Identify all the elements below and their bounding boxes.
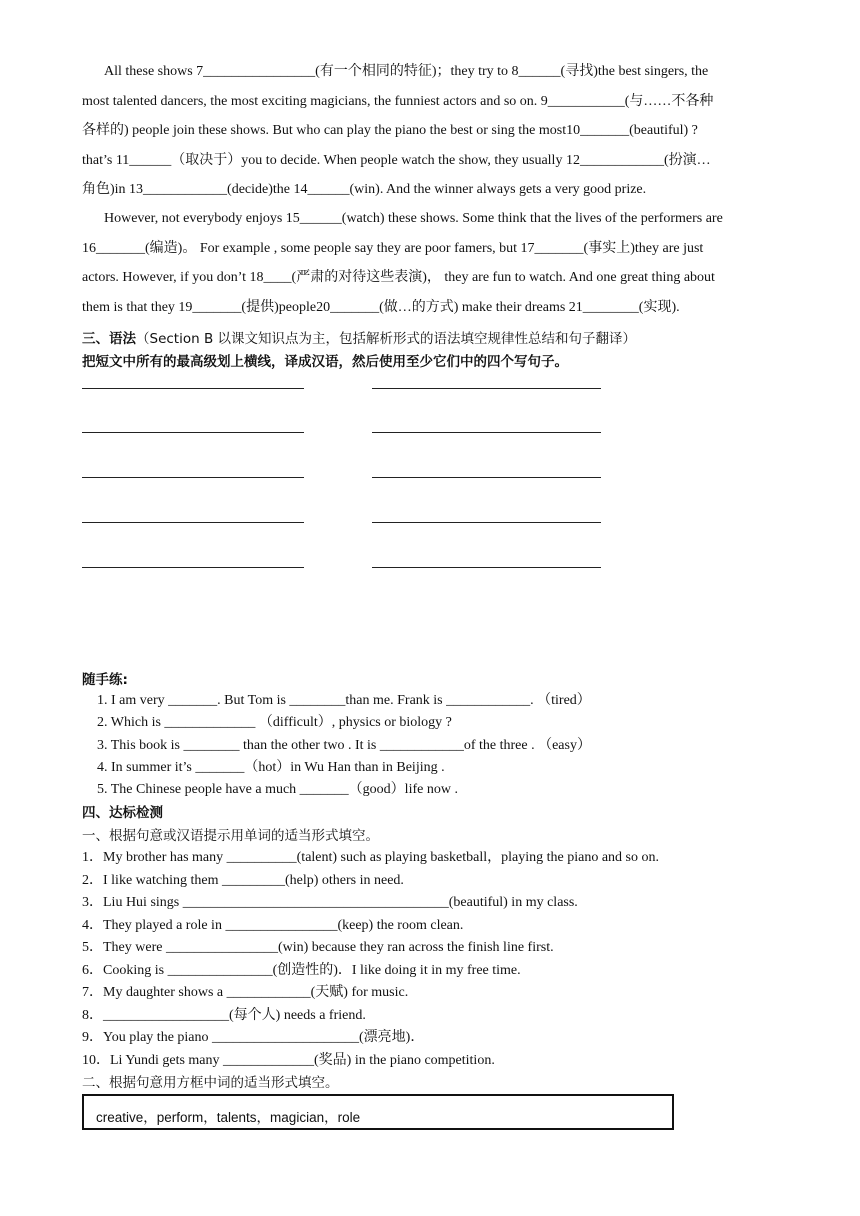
- passage-paragraph-2: [82, 204, 782, 322]
- answer-line[interactable]: [82, 432, 304, 433]
- answer-line[interactable]: [372, 522, 601, 523]
- practice-item: 4. In summer it’s _______（hot）in Wu Han than in Beijing .: [97, 760, 445, 775]
- passage-paragraph-1: [82, 57, 782, 205]
- practice-item: 3. This book is ________ than the other two . It is ____________of the three . （easy）: [97, 738, 591, 753]
- passage-line: However, not everybody enjoys 15______(watch) these shows. Some think that the lives of the performers are: [104, 211, 723, 226]
- test-item: 9．You play the piano _____________________(漂亮地)．: [82, 1030, 425, 1045]
- word-box-text: creative，perform，talents，magician，role: [96, 1110, 361, 1125]
- test-part1-title: 一、根据句意或汉语提示用单词的适当形式填空。: [82, 828, 379, 844]
- passage-line: them is that they 19_______(提供)people20_______(做…的方式) make their dreams 21________(实现).: [82, 299, 680, 315]
- grammar-section-title: [82, 327, 636, 347]
- test-item: 6．Cooking is _______________(创造性的)．I like doing it in my free time.: [82, 963, 521, 978]
- grammar-title-note: （Section B 以课文知识点为主，包括解析形式的语法填空规律性总结和句子翻译）: [136, 331, 636, 347]
- passage-line: that’s 11______（取决于）you to decide. When people watch the show, they usually 12____________(扮演…: [82, 152, 711, 168]
- practice-item: 2. Which is _____________ （difficult）, physics or biology ?: [97, 715, 452, 730]
- answer-line[interactable]: [372, 477, 601, 478]
- passage-line: 16_______(编造)。 For example , some people say they are poor famers, but 17_______(事实上)they are just: [82, 240, 704, 256]
- answer-line[interactable]: [372, 388, 601, 389]
- answer-line[interactable]: [372, 432, 601, 433]
- grammar-title-bold: 三、语法: [82, 331, 136, 347]
- test-part2-title: 二、根据句意用方框中词的适当形式填空。: [82, 1075, 339, 1091]
- passage-line: All these shows 7________________(有一个相同的特征)；they try to 8______(寻找)the best singers, the: [104, 64, 709, 79]
- answer-line[interactable]: [82, 522, 304, 523]
- test-item: 3．Liu Hui sings ______________________________________(beautiful) in my class.: [82, 895, 578, 910]
- test-section-title: 四、达标检测: [82, 805, 163, 821]
- answer-line[interactable]: [372, 567, 601, 568]
- test-item: 10．Li Yundi gets many _____________(奖品) in the piano competition.: [82, 1053, 495, 1068]
- practice-title: 随手练:: [82, 672, 128, 688]
- answer-line[interactable]: [82, 388, 304, 389]
- passage-line: 各样的) people join these shows. But who can play the piano the best or sing the most10_______(beautiful) ?: [82, 123, 698, 138]
- test-item: 1．My brother has many __________(talent) such as playing basketball，playing the piano and so on.: [82, 850, 660, 865]
- passage-line: actors. However, if you don’t 18____(严肃的对待这些表演)， they are fun to watch. And one great thing about: [82, 270, 715, 285]
- word-box: [82, 1094, 674, 1130]
- answer-line[interactable]: [82, 567, 304, 568]
- test-item: 8．__________________(每个人) needs a friend.: [82, 1008, 366, 1023]
- practice-item: 5. The Chinese people have a much _______（good）life now .: [97, 782, 458, 797]
- test-item: 5．They were ________________(win) because they ran across the finish line first.: [82, 940, 554, 955]
- test-item: 2．I like watching them _________(help) others in need.: [82, 873, 404, 888]
- grammar-instruction: 把短文中所有的最高级划上横线，译成汉语，然后使用至少它们中的四个写句子。: [82, 354, 568, 370]
- test-item: 7．My daughter shows a ____________(天赋) for music.: [82, 985, 409, 1000]
- test-item: 4．They played a role in ________________(keep) the room clean.: [82, 918, 464, 933]
- passage-line: most talented dancers, the most exciting magicians, the funniest actors and so on. 9___________(与……不各种: [82, 93, 714, 109]
- passage-line: 角色)in 13____________(decide)the 14______(win). And the winner always gets a very good prize.: [82, 182, 647, 197]
- practice-item: 1. I am very _______. But Tom is ________than me. Frank is ____________. （tired）: [97, 693, 591, 708]
- answer-line[interactable]: [82, 477, 304, 478]
